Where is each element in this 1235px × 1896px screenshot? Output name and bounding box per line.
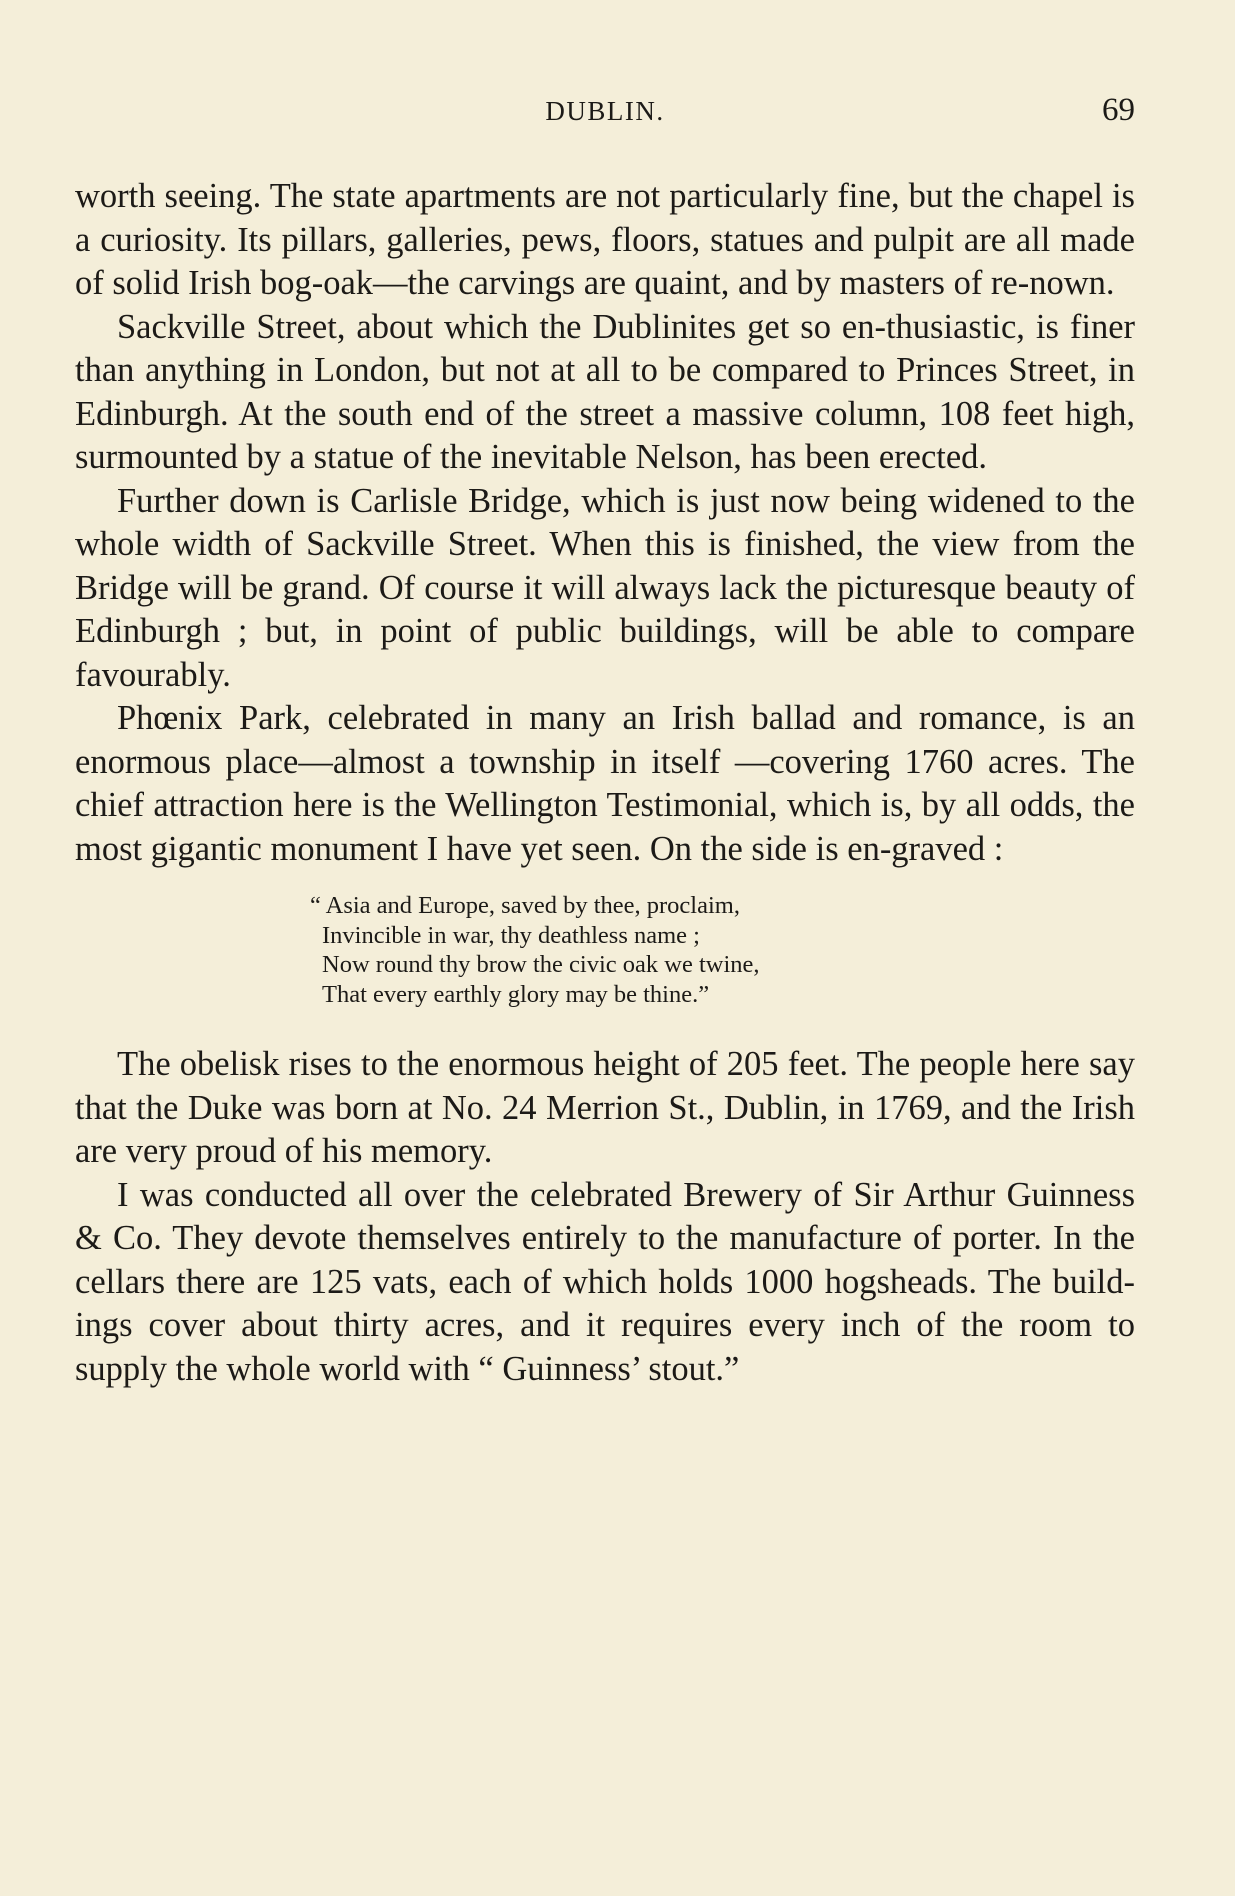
running-head: [75, 92, 1135, 136]
paragraph-chapel: worth seeing. The state apartments are not particularly fine, but the chapel is a curiosity. Its pillars, galleries, pews, floors, statues and pulpit are all made of solid Irish bog-oak—the carvings are quaint, and by masters of re-nown.: [75, 177, 1135, 302]
body-text: [75, 175, 1135, 1391]
verse-line: That every earthly glory may be thine.”: [322, 980, 710, 1008]
paragraph-guinness-brewery: I was conducted all over the celebrated Brewery of Sir Arthur Guinness & Co. They devote themselves entirely to the manufacture of porter. In the cellars there are 125 vats, each of which holds 1000 hogsheads. The build-ings cover about thirty acres, and it requires every inch of the room to supply the whole world with “ Guinness’ stout.”: [75, 1175, 1135, 1388]
inscription-verse: [310, 871, 1135, 1009]
paragraph-phoenix-park: Phœnix Park, celebrated in many an Irish ballad and romance, is an enormous place—almost a township in itself —covering 1760 acres. The chief attraction here is the Wellington Testimonial, which is, by all odds, the most gigantic monument I have yet seen. On the side is en-graved :: [75, 699, 1135, 868]
verse-line: Invincible in war, thy deathless name ;: [322, 921, 700, 949]
paragraph-carlisle-bridge: Further down is Carlisle Bridge, which is just now being widened to the whole width of Sackville Street. When this is finished, the view from the Bridge will be grand. Of course it will always lack the picturesque beauty of Edinburgh ; but, in point of public buildings, will be able to compare favourably.: [75, 481, 1135, 694]
page-number: 69: [1102, 92, 1135, 128]
verse-line: Now round thy brow the civic oak we twine,: [322, 951, 760, 978]
verse-line: “ Asia and Europe, saved by thee, proclaim,: [310, 892, 740, 919]
paragraph-sackville-street: Sackville Street, about which the Dublinites get so en-thusiastic, is finer than anything in London, but not at all to be compared to Princes Street, in Edinburgh. At the south end of the street a massive column, 108 feet high, surmounted by a statue of the inevitable Nelson, has been erected.: [75, 307, 1135, 476]
running-title: DUBLIN.: [545, 96, 665, 126]
paragraph-obelisk: The obelisk rises to the enormous height of 205 feet. The people here say that the Duke was born at No. 24 Merrion St., Dublin, in 1769, and the Irish are very proud of his memory.: [75, 1045, 1135, 1170]
